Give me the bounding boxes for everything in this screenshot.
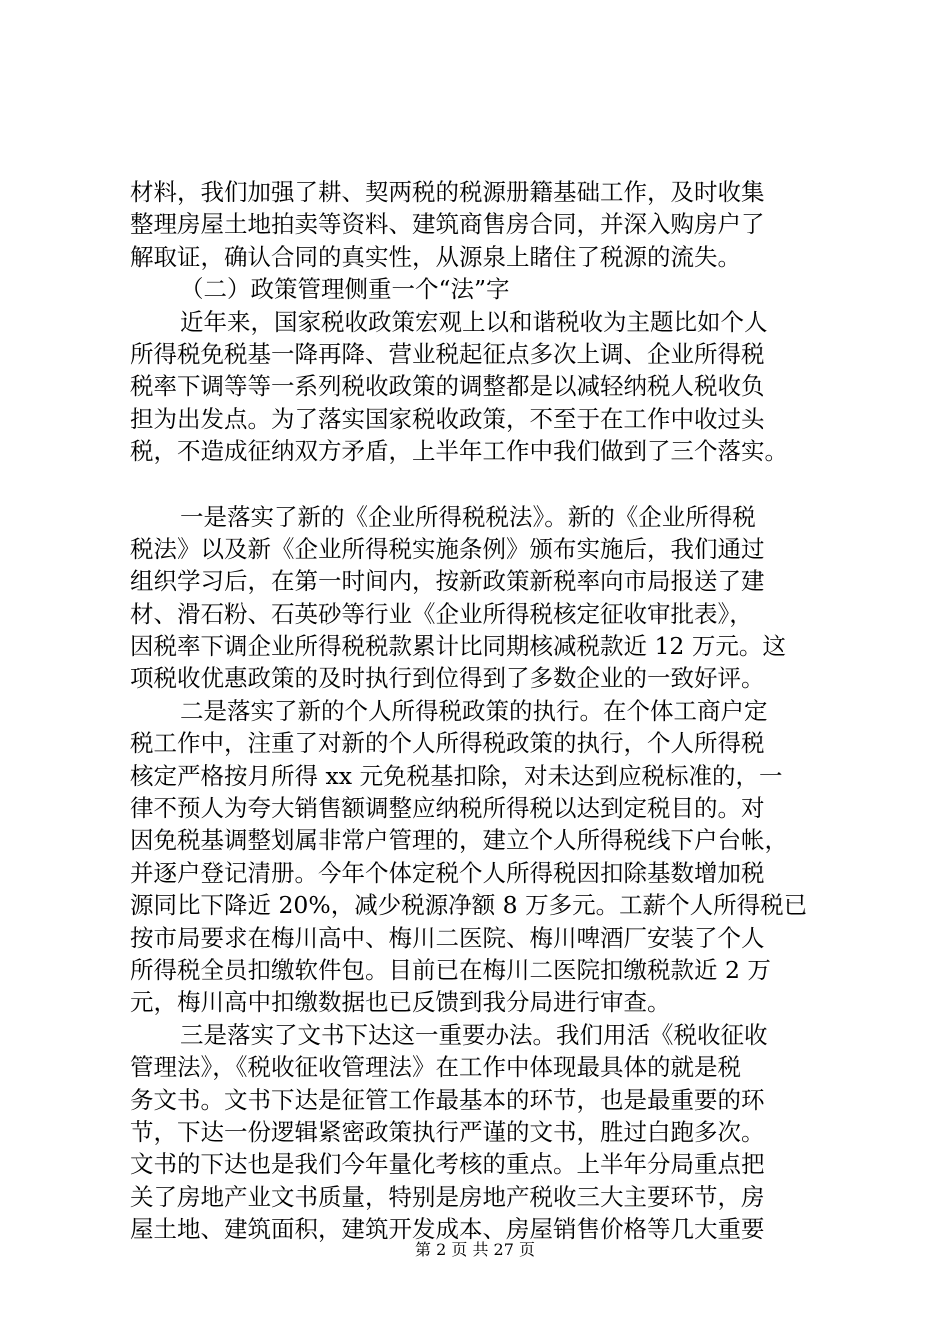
text-line: 核定严格按月所得 xx 元免税基扣除，对未达到应税标准的，一 (130, 761, 783, 790)
text-line: 解取证，确认合同的真实性，从源泉上睹住了税源的流失。 (130, 242, 741, 271)
text-line: 整理房屋土地拍卖等资料、建筑商售房合同，并深入购房户了 (130, 210, 765, 239)
text-line: 因免税基调整划属非常户管理的，建立个人所得税线下户台帐， (130, 826, 788, 855)
text-line: 务文书。文书下达是征管工作最基本的环节，也是最重要的环 (130, 1085, 765, 1114)
paragraph-start: 三是落实了文书下达这一重要办法。我们用活《税收征收 (180, 1020, 768, 1049)
paragraph-start: 一是落实了新的《企业所得税税法》。新的《企业所得税 (180, 502, 756, 531)
text-line: 税工作中，注重了对新的个人所得税政策的执行，个人所得税 (130, 729, 765, 758)
paragraph-gap (130, 468, 830, 501)
text-line: 元，梅川高中扣缴数据也已反馈到我分局进行审查。 (130, 988, 671, 1017)
text-line: 源同比下降近 20%，减少税源净额 8 万多元。工薪个人所得税已 (130, 891, 808, 920)
text-line: 材、滑石粉、石英砂等行业《企业所得税核定征收审批表》， (130, 599, 753, 628)
text-line: 按市局要求在梅川高中、梅川二医院、梅川啤酒厂安装了个人 (130, 923, 765, 952)
page-footer: 第 2 页 共 27 页 (415, 1240, 535, 1259)
text-line: 关了房地产业文书质量，特别是房地产税收三大主要环节，房 (130, 1182, 765, 1211)
text-line: 因税率下调企业所得税税款累计比同期核减税款近 12 万元。这 (130, 632, 786, 661)
text-line: 屋土地、建筑面积，建筑开发成本、房屋销售价格等几大重要 (130, 1215, 765, 1244)
paragraph-start: 近年来，国家税收政策宏观上以和谐税收为主题比如个人 (180, 307, 768, 336)
text-line: 并逐户登记清册。今年个体定税个人所得税因扣除基数增加税 (130, 858, 765, 887)
text-line: 组织学习后，在第一时间内，按新政策新税率向市局报送了建 (130, 567, 765, 596)
text-line: 项税收优惠政策的及时执行到位得到了多数企业的一致好评。 (130, 664, 765, 693)
text-line: 材料，我们加强了耕、契两税的税源册籍基础工作，及时收集 (130, 178, 765, 206)
text-line: 税率下调等等一系列税收政策的调整都是以减轻纳税人税收负 (130, 372, 765, 401)
text-line: 所得税全员扣缴软件包。目前已在梅川二医院扣缴税款近 2 万 (130, 955, 771, 984)
text-line: 文书的下达也是我们今年量化考核的重点。上半年分局重点把 (130, 1150, 765, 1179)
text-line: 税法》以及新《企业所得税实施条例》颁布实施后，我们通过 (130, 534, 765, 563)
section-heading: （二）政策管理侧重一个“法”字 (180, 275, 510, 304)
text-line: 管理法》，《税收征收管理法》在工作中体现最具体的就是税 (130, 1053, 741, 1082)
text-line: 律不预人为夸大销售额调整应纳税所得税以达到定税目的。对 (130, 794, 765, 823)
body-text (130, 176, 830, 1246)
text-line: 节，下达一份逻辑紧密政策执行严谨的文书，胜过白跑多次。 (130, 1117, 765, 1146)
text-line: 所得税免税基一降再降、营业税起征点多次上调、企业所得税 (130, 339, 765, 368)
text-line: 担为出发点。为了落实国家税收政策，不至于在工作中收过头 (130, 404, 765, 433)
text-line: 税，不造成征纳双方矛盾，上半年工作中我们做到了三个落实。 (130, 437, 788, 466)
paragraph-start: 二是落实了新的个人所得税政策的执行。在个体工商户定 (180, 696, 768, 725)
